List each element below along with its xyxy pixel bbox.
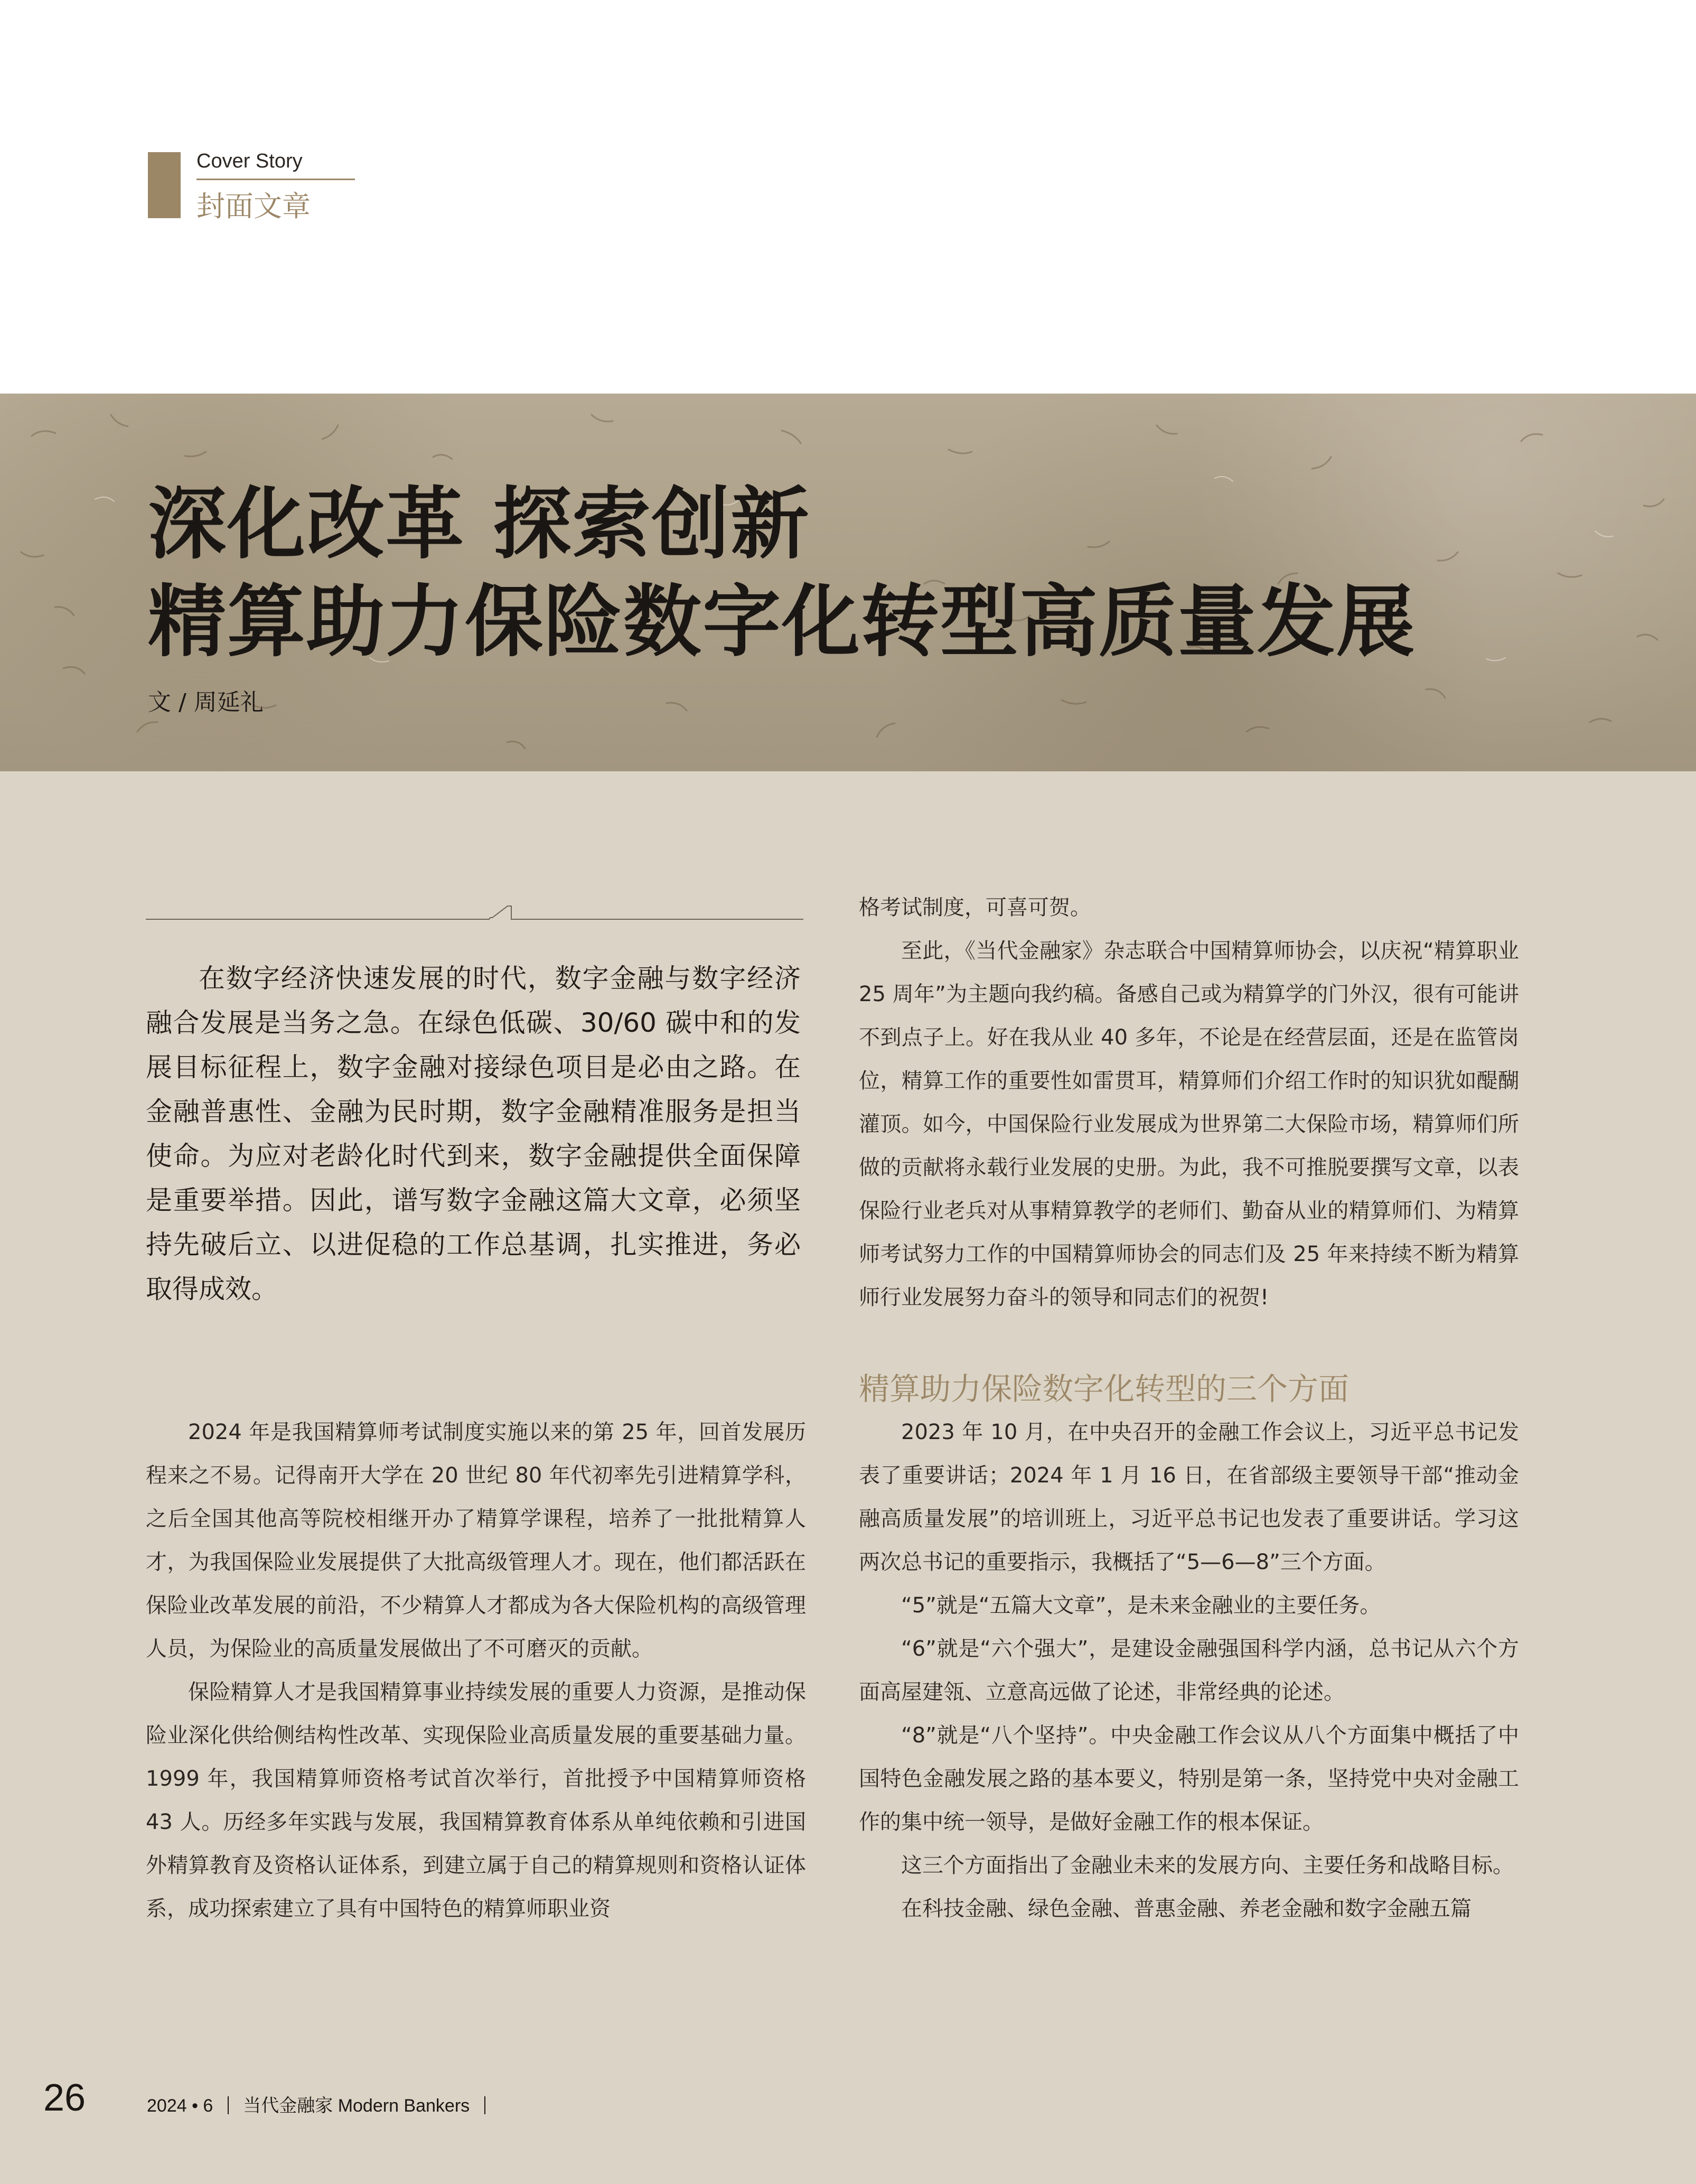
- issue-label: 2024 • 6: [147, 2096, 213, 2116]
- lead-paragraph: [146, 956, 801, 1311]
- article-title-line-2: 精算助力保险数字化转型高质量发展: [148, 576, 1416, 667]
- body-paragraph: 保险精算人才是我国精算事业持续发展的重要人力资源，是推动保险业深化供给侧结构性改革、实现保险业高质量发展的重要基础力量。1999 年，我国精算师资格考试首次举行，首批授予中国精算师资格 43 人。历经多年实践与发展，我国精算教育体系从单纯依赖和引进国外精算教育及资格认证体系，到建立属于自己的精算规则和资格认证体系，成功探索建立了具有中国特色的精算师职业资: [146, 1680, 806, 1921]
- lead-text: 在数字经济快速发展的时代，数字金融与数字经济融合发展是当务之急。在绿色低碳、30/60 碳中和的发展目标征程上，数字金融对接绿色项目是必由之路。在金融普惠性、金融为民时期，数字金融精准服务是担当使命。为应对老龄化时代到来，数字金融提供全面保障是重要举措。因此，谱写数字金融这篇大文章，必须坚持先破后立、以进促稳的工作总基调，扎实推进，务必取得成效。: [146, 963, 801, 1304]
- magazine-name: 当代金融家 Modern Bankers: [243, 2096, 470, 2116]
- section-tag-bar: [148, 152, 181, 218]
- article-title: [148, 475, 1416, 671]
- body-paragraph: 2023 年 10 月，在中央召开的金融工作会议上，习近平总书记发表了重要讲话；2024 年 1 月 16 日，在省部级主要领导干部“推动金融高质量发展”的培训班上，习近平总书记也发表了重要讲话。学习这两次总书记的重要指示，我概括了“5—6—8”三个方面。: [859, 1420, 1519, 1574]
- body-paragraph-continued: 格考试制度，可喜可贺。: [859, 895, 1091, 920]
- body-paragraph: “6”就是“六个强大”，是建设金融强国科学内涵，总书记从六个方面高屋建瓴、立意高远做了论述，非常经典的论述。: [859, 1637, 1519, 1704]
- body-paragraph: “8”就是“八个坚持”。中央金融工作会议从八个方面集中概括了中国特色金融发展之路的基本要义，特别是第一条，坚持党中央对金融工作的集中统一领导，是做好金融工作的根本保证。: [859, 1723, 1519, 1834]
- body-column-left: [146, 1411, 806, 1930]
- body-column-right-top: [859, 886, 1519, 1319]
- footer-separator: [484, 2096, 485, 2114]
- body-column-right-bottom: [859, 1411, 1519, 1930]
- section-subheading: 精算助力保险数字化转型的三个方面: [859, 1371, 1350, 1407]
- body-paragraph: “5”就是“五篇大文章”，是未来金融业的主要任务。: [901, 1593, 1381, 1618]
- byline: 文 / 周延礼: [148, 689, 264, 716]
- body-paragraph: 至此，《当代金融家》杂志联合中国精算师协会，以庆祝“精算职业 25 周年”为主题向我约稿。备感自己或为精算学的门外汉，很有可能讲不到点子上。好在我从业 40 多年，不论是在经营层面，还是在监管岗位，精算工作的重要性如雷贯耳，精算师们介绍工作时的知识犹如醍醐灌顶。如今，中国保险行业发展成为世界第二大保险市场，精算师们所做的贡献将永载行业发展的史册。为此，我不可推脱要撰写文章，以表保险行业老兵对从事精算教学的老师们、勤奋从业的精算师们、为精算师考试努力工作的中国精算师协会的同志们及 25 年来持续不断为精算师行业发展努力奋斗的领导和同志们的祝贺!: [859, 939, 1519, 1310]
- section-label-cn: 封面文章: [196, 190, 311, 223]
- body-paragraph: 在科技金融、绿色金融、普惠金融、养老金融和数字金融五篇: [901, 1897, 1472, 1921]
- lead-divider: [146, 903, 806, 922]
- title-banner: [0, 394, 1696, 771]
- page-footer: [0, 2076, 1696, 2140]
- body-paragraph: 这三个方面指出了金融业未来的发展方向、主要任务和战略目标。: [901, 1853, 1514, 1878]
- section-label-en: Cover Story: [196, 150, 303, 172]
- page-number: 26: [43, 2077, 86, 2119]
- footer-separator: [228, 2096, 229, 2114]
- article-title-line-1: 深化改革 探索创新: [148, 479, 810, 570]
- body-paragraph: 2024 年是我国精算师考试制度实施以来的第 25 年，回首发展历程来之不易。记得南开大学在 20 世纪 80 年代初率先引进精算学科，之后全国其他高等院校相继开办了精算学课程，培养了一批批精算人才，为我国保险业发展提供了大批高级管理人才。现在，他们都活跃在保险业改革发展的前沿，不少精算人才都成为各大保险机构的高级管理人员，为保险业的高质量发展做出了不可磨灭的贡献。: [146, 1420, 806, 1661]
- footer-info: [147, 2091, 495, 2117]
- section-tag-rule: [196, 179, 355, 180]
